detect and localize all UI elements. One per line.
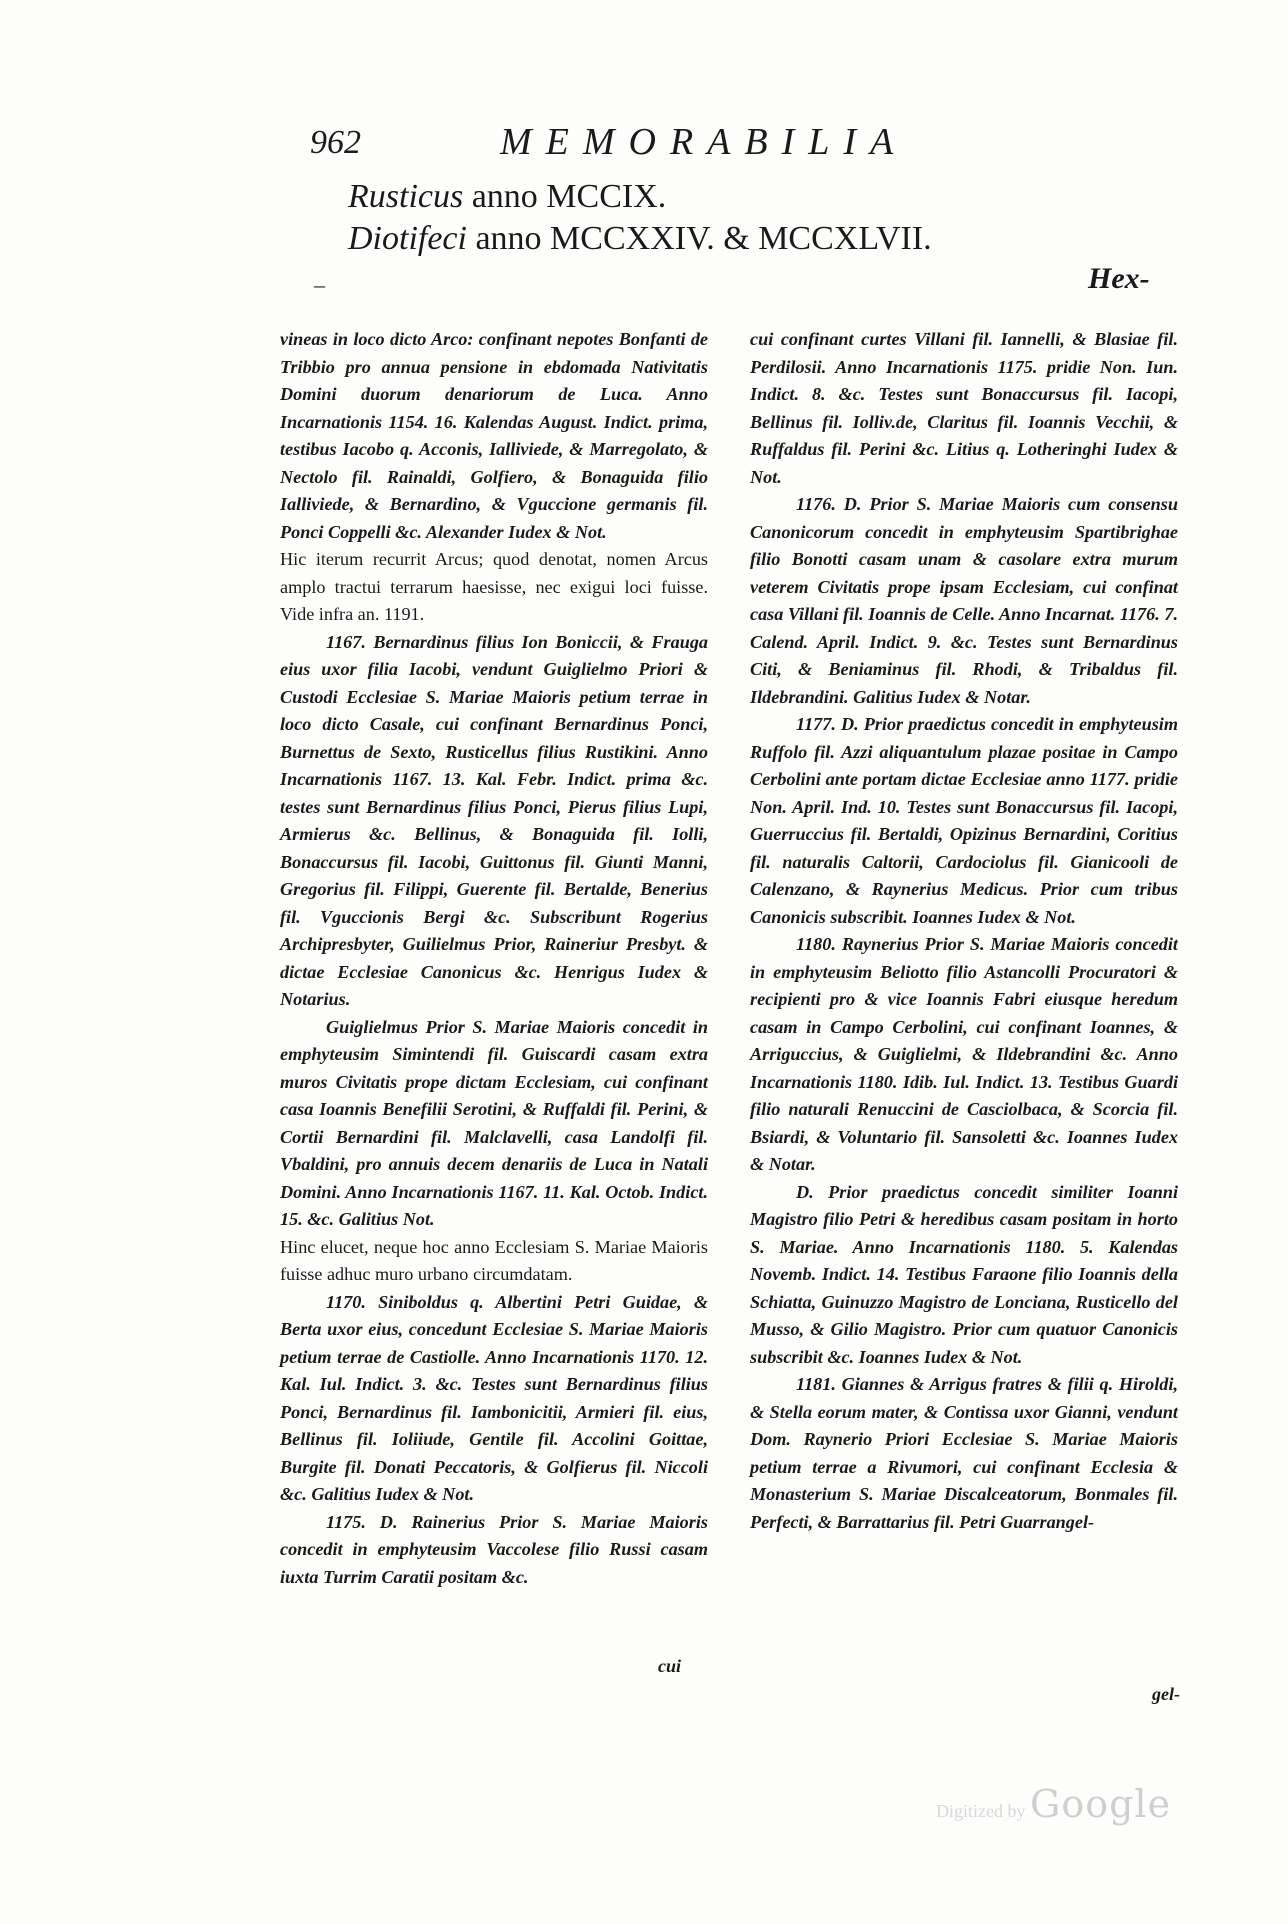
- heading-line-1-name: Rusticus: [348, 178, 464, 215]
- paragraph: Guiglielmus Prior S. Mariae Maioris concedit in emphyteusim Simintendi fil. Guiscardi casam extra muros Civitatis prope dictam Ecclesiam, cui confinant casa Ioannis Benefilii Serotini, & Ruffaldi fil. Perini, & Cortii Bernardini fil. Malclavelli, casa Landolfi fil. Vbaldini, pro annuis decem denariis de Luca in Natali Domini. Anno Incarnationis 1167. 11. Kal. Octob. Indict. 15. &c. Galitius Not.: [280, 1016, 708, 1229]
- paragraph: 1177. D. Prior praedictus concedit in emphyteusim Ruffolo fil. Azzi aliquantulum plazae positae in Campo Cerbolini ante portam dictae Ecclesiae anno 1177. pridie Non. April. Ind. 10. Testes sunt Bonaccursus fil. Iacopi, Guerruccius fil. Bertaldi, Opizinus Bernardini, Coritius fil. naturalis Caltorii, Cardociolus fil. Gianicooli de Calenzano, & Raynerius Medicus. Prior cum tribus Canonicis subscribit. Ioannes Iudex & Not.: [750, 714, 1178, 927]
- paragraph: 1167. Bernardinus filius Ion Boniccii, & Frauga eius uxor filia Iacobi, vendunt Guiglielmo Priori & Custodi Ecclesiae S. Mariae Maioris petium terrae in loco dicto Casale, cui confinant Bernardinus Ponci, Burnettus de Sexto, Rusticellus filius Rustikini. Anno Incarnationis 1167. 13. Kal. Febr. Indict. prima &c. testes sunt Bernardinus filius Ponci, Pierus filius Lupi, Armierus &c. Bellinus, & Bonaguida fil. Iolli, Bonaccursus fil. Iacobi, Guittonus fil. Giunti Manni, Gregorius fil. Filippi, Guerente fil. Bertalde, Benerius fil. Vguccionis Bergi &c. Subscribunt Rogerius Archipresbyter, Guilielmus Prior, Raineriur Presbyt. & dictae Ecclesiae Canonicus &c. Henrigus Iudex & Notarius.: [280, 631, 708, 1009]
- digitization-watermark: [936, 1782, 1171, 1826]
- heading-line-2-name: Diotifeci: [348, 220, 467, 257]
- paragraph: 1175. D. Rainerius Prior S. Mariae Maioris concedit in emphyteusim Vaccolese filio Russi casam iuxta Turrim Caratii positam &c.: [280, 1511, 708, 1587]
- paragraph: Hinc elucet, neque hoc anno Ecclesiam S. Mariae Maioris fuisse adhuc muro urbano circumdatam.: [280, 1236, 708, 1284]
- paragraph: cui confinant curtes Villani fil. Iannelli, & Blasiae fil. Perdilosii. Anno Incarnationis 1175. pridie Non. Iun. Indict. 8. &c. Testes sunt Bonaccursus fil. Iacopi, Bellinus fil. Iolliv.de, Claritus fil. Ioannis Vecchii, & Ruffaldus fil. Perini &c. Litius q. Lotheringhi Iudex & Not.: [750, 329, 1178, 487]
- page-number: 962: [310, 124, 361, 161]
- right-column: [750, 326, 1178, 1536]
- paragraph: 1180. Raynerius Prior S. Mariae Maioris concedit in emphyteusim Beliotto filio Astancolli Procuratori & recipienti pro & vice Ioannis Fabri eiusque heredum casam in Campo Cerbolini, cui confinant Ioannes, & Arriguccius, & Guiglielmi, & Ildebrandini &c. Anno Incarnationis 1180. Idib. Iul. Indict. 13. Testibus Guardi filio naturali Renuccini de Casciolbaca, & Scorcia fil. Bsiardi, & Voluntario fil. Sansoletti &c. Ioannes Iudex & Notar.: [750, 934, 1178, 1174]
- catchword-right: gel-: [1152, 1684, 1180, 1704]
- paragraph: 1181. Giannes & Arrigus fratres & filii q. Hiroldi, & Stella eorum mater, & Contissa uxor Gianni, vendunt Dom. Raynerio Priori Ecclesiae S. Mariae Maioris petium terrae a Rivumori, cui confinant Ecclesia & Monasterium S. Mariae Discalceatorum, Bonmales fil. Perfecti, & Barrattarius fil. Petri Guarrangel-: [750, 1374, 1178, 1532]
- paragraph: 1176. D. Prior S. Mariae Maioris cum consensu Canonicorum concedit in emphyteusim Spartibrighae filio Bonotti casam unam & casolare extra murum veterem Civitatis prope ipsam Ecclesiam, cui confinat casa Villani fil. Ioannis de Celle. Anno Incarnat. 1176. 7. Calend. April. Indict. 9. &c. Testes sunt Bernardinus Citi, & Beniaminus fil. Rhodi, & Tribaldus fil. Ildebrandini. Galitius Iudex & Notar.: [750, 494, 1178, 707]
- heading-line-1: [348, 178, 666, 216]
- heading-line-1-rest: anno MCCIX.: [463, 178, 667, 215]
- paragraph: vineas in loco dicto Arco: confinant nepotes Bonfanti de Tribbio pro annua pensione in ebdomada Nativitatis Domini duorum denariorum de Luca. Anno Incarnationis 1154. 16. Kalendas August. Indict. prima, testibus Iacobo q. Acconis, Ialliviede, & Marregolato, & Nectolo fil. Rainaldi, Golfiero, & Bonaguida filio Ialliviede, & Bernardino, & Vguccione germanis fil. Ponci Coppelli &c. Alexander Iudex & Not.: [280, 329, 708, 542]
- margin-mark: –: [314, 272, 325, 297]
- google-logo: Google: [1029, 1782, 1172, 1826]
- left-column: [280, 326, 708, 1591]
- running-head: MEMORABILIA: [500, 121, 908, 163]
- catchword-left: cui: [658, 1656, 682, 1676]
- watermark-prefix: Digitized by: [936, 1801, 1026, 1821]
- paragraph: 1170. Siniboldus q. Albertini Petri Guidae, & Berta uxor eius, concedunt Ecclesiae S. Mariae Maioris petium terrae de Castiolle. Anno Incarnationis 1170. 12. Kal. Iul. Indict. 3. &c. Testes sunt Bernardinus filius Ponci, Bernardinus fil. Iambonicitii, Armieri fil. eius, Bellinus fil. Ioliiude, Gentile fil. Accolini Goittae, Burgite fil. Donati Peccatoris, & Golfierus fil. Niccoli &c. Galitius Iudex & Not.: [280, 1291, 708, 1504]
- heading-line-2: [348, 220, 932, 258]
- heading-line-2-rest: anno MCCXXIV. & MCCXLVII.: [466, 220, 932, 257]
- paragraph: Hic iterum recurrit Arcus; quod denotat, nomen Arcus amplo tractui terrarum haesisse, nec exigui loci fuisse. Vide infra an. 1191.: [280, 549, 708, 624]
- catchword-top: Hex-: [1088, 262, 1150, 295]
- paragraph: D. Prior praedictus concedit similiter Ioanni Magistro filio Petri & heredibus casam positam in horto S. Mariae. Anno Incarnationis 1180. 5. Kalendas Novemb. Indict. 14. Testibus Faraone filio Ioannis della Schiatta, Guinuzzo Magistro de Lonciana, Rusticello del Musso, & Gilio Magistro. Prior cum quatuor Canonicis subscribit &c. Ioannes Iudex & Not.: [750, 1181, 1178, 1367]
